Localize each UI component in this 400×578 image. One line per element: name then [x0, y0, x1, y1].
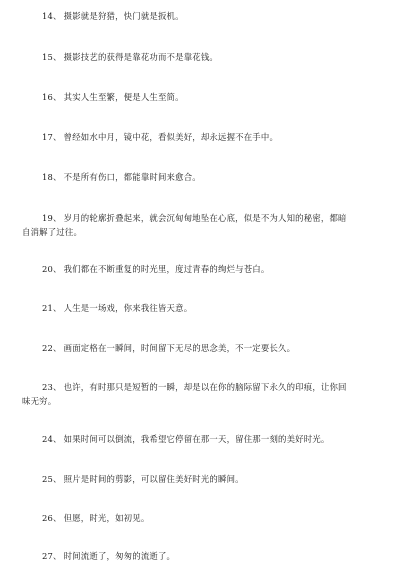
item-text: 但愿，时光，如初见。: [63, 513, 150, 523]
item-text: 照片是时间的剪影，可以留住美好时光的瞬间。: [63, 474, 244, 484]
list-item: [42, 9, 370, 23]
list-item: [42, 90, 370, 104]
item-text: 我们都在不断重复的时光里，度过青春的绚烂与苍白。: [63, 264, 270, 274]
item-text: 时间流逝了，匆匆的流逝了。: [63, 551, 176, 561]
item-number: 24、: [42, 434, 62, 444]
item-number: 18、: [42, 172, 62, 182]
item-number: 21、: [42, 303, 62, 313]
item-number: 25、: [42, 474, 62, 484]
item-text: 也许，有时那只是短暂的一瞬，却是以在你的脑际留下永久的印痕，让你回: [63, 382, 347, 392]
item-number: 26、: [42, 513, 62, 523]
list-item: [42, 511, 370, 525]
item-text: 摄影就是狩猎，快门就是扳机。: [63, 11, 184, 21]
item-text: 曾经如水中月，镜中花，看似美好，却永远握不在手中。: [63, 132, 279, 142]
list-item: [42, 549, 370, 563]
list-item: [42, 432, 370, 446]
item-number: 14、: [42, 11, 62, 21]
list-item: [42, 341, 370, 355]
list-item: [42, 262, 370, 276]
list-item: [42, 130, 370, 144]
item-text: 不是所有伤口，都能靠时间来愈合。: [63, 172, 201, 182]
item-number: 23、: [42, 382, 62, 392]
list-item: [22, 211, 356, 239]
item-number: 19、: [42, 213, 62, 223]
item-number: 16、: [42, 92, 62, 102]
item-text: 画面定格在一瞬间，时间留下无尽的思念美，不一定要长久。: [63, 343, 296, 353]
item-text: 岁月的轮廓折叠起来，就会沉甸甸地坠在心底，似是不为人知的秘密，都暗: [63, 213, 347, 223]
item-number: 22、: [42, 343, 62, 353]
list-item: [22, 380, 356, 408]
list-item: [42, 472, 370, 486]
item-text: 如果时间可以倒流，我希望它停留在那一天，留住那一刻的美好时光。: [63, 434, 330, 444]
list-item: [42, 170, 370, 184]
list-item: [42, 50, 370, 64]
item-number: 27、: [42, 551, 62, 561]
item-text-continuation: 味无穷。: [22, 396, 57, 406]
item-text: 摄影技艺的获得是靠花功而不是靠花钱。: [63, 52, 218, 62]
item-number: 20、: [42, 264, 62, 274]
item-number: 17、: [42, 132, 62, 142]
item-number: 15、: [42, 52, 62, 62]
item-text: 人生是一场戏，你来我往皆天意。: [63, 303, 193, 313]
list-item: [42, 301, 370, 315]
item-text: 其实人生至繁，便是人生至简。: [63, 92, 184, 102]
item-text-continuation: 自消解了过往。: [22, 227, 83, 237]
